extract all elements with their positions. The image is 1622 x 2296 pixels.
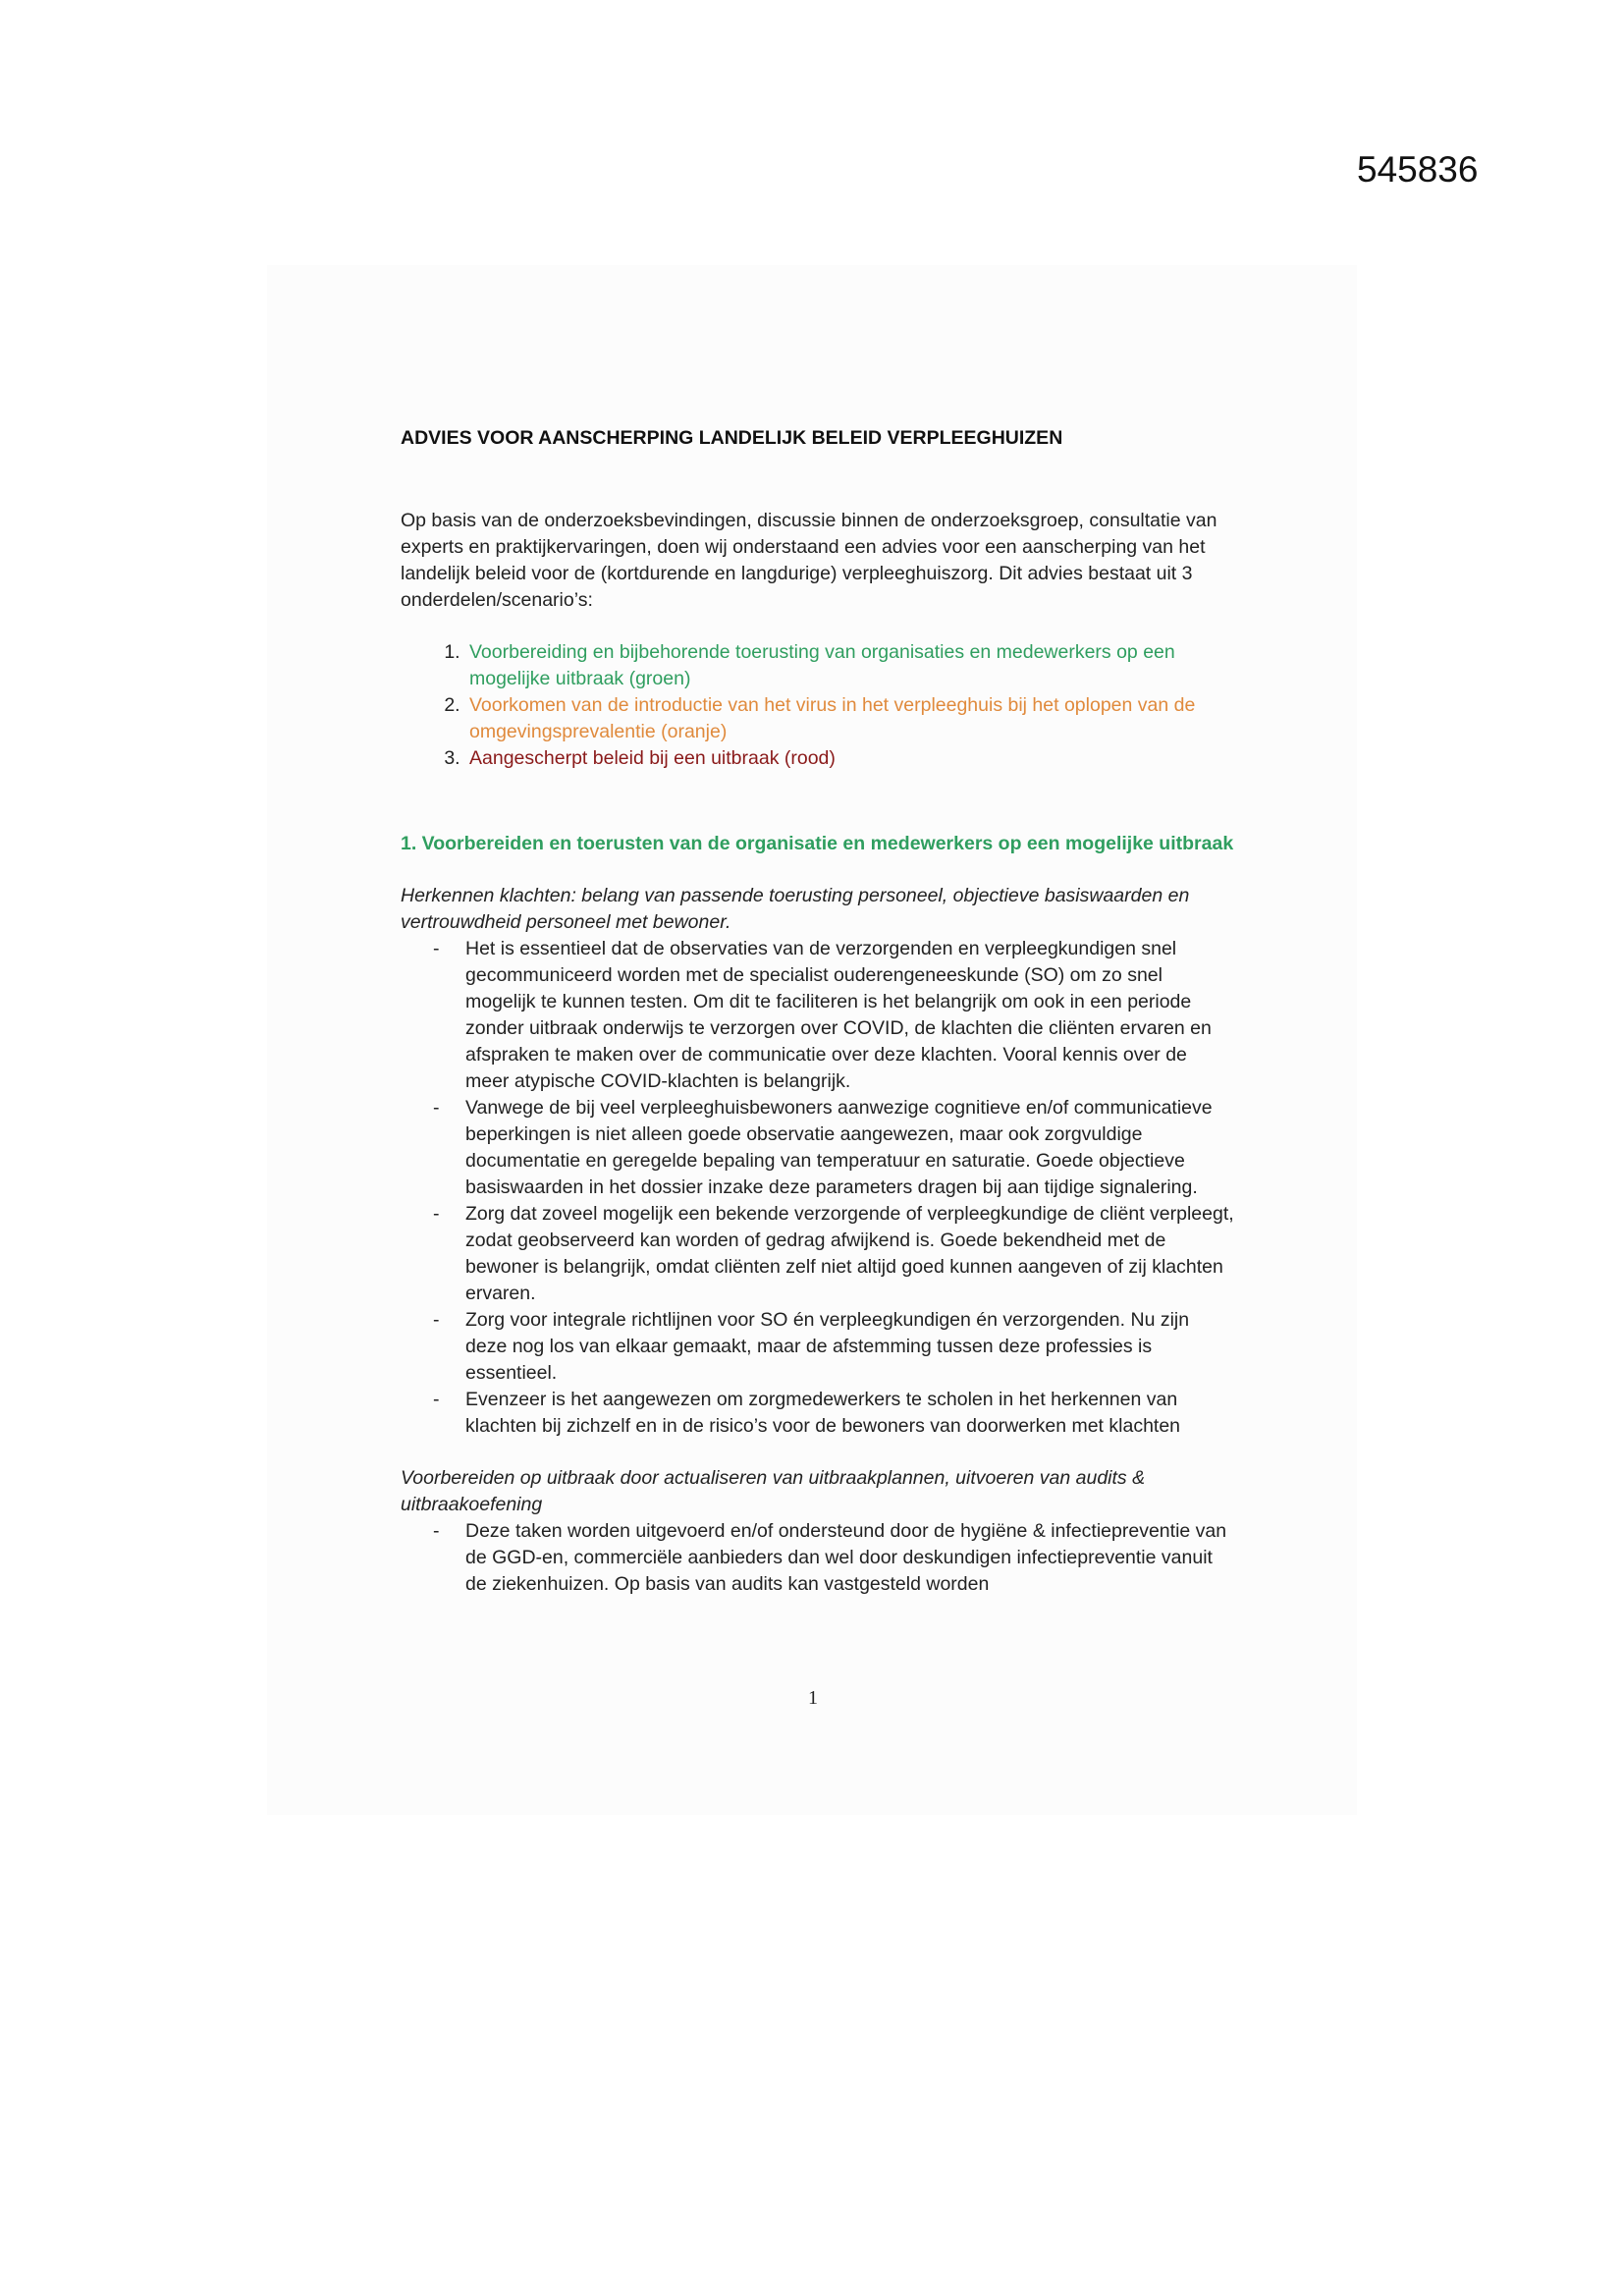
- list-item: - Evenzeer is het aangewezen om zorgmedewerkers te scholen in het herkennen van klachten bij zichzelf en in de risico’s voor de bewoners van doorwerken met klachten: [465, 1387, 1235, 1440]
- list-item: - Het is essentieel dat de observaties van de verzorgenden en verpleegkundigen snel gecommuniceerd worden met de specialist ouderengeneeskunde (SO) om zo snel mogelijk te kunnen testen. Om dit te faciliteren is het belangrijk om ook in een periode zonder uitbraak onderwijs te verzorgen over COVID, de klachten die cliënten ervaren en afspraken te maken over de communicatie over deze klachten. Vooral kennis over de meer atypische COVID-klachten is belangrijk.: [465, 936, 1235, 1095]
- document-id: 545836: [1357, 149, 1479, 190]
- list-item: - Zorg dat zoveel mogelijk een bekende verzorgende of verpleegkundige de cliënt verpleegt, zodat geobserveerd kan worden of gedrag afwijkend is. Goede bekendheid met de bewoner is belangrijk, omdat cliënten zelf niet altijd goed kunnen aangeven of zij klachten ervaren.: [465, 1201, 1235, 1307]
- section-1-heading: 1. Voorbereiden en toerusten van de organisatie en medewerkers op een mogelijke uitbraak: [401, 833, 1234, 854]
- scenario-item-orange: 2. Voorkomen van de introductie van het virus in het verpleeghuis bij het oplopen van de omgevingsprevalentie (oranje): [465, 692, 1235, 745]
- subheading-voorbereiden-uitbraak: Voorbereiden op uitbraak door actualiseren van uitbraakplannen, uitvoeren van audits & uitbraakoefening: [401, 1467, 1146, 1515]
- uitbraak-bullet-list: [401, 1518, 1235, 1598]
- scenario-list: [401, 639, 1235, 772]
- klachten-bullet-list: [401, 936, 1235, 1440]
- scenario-item-green: 1. Voorbereiding en bijbehorende toerusting van organisaties en medewerkers op een mogelijke uitbraak (groen): [465, 639, 1235, 692]
- page-number: 1: [808, 1687, 818, 1709]
- intro-paragraph: Op basis van de onderzoeksbevindingen, discussie binnen de onderzoeksgroep, consultatie van experts en praktijkervaringen, doen wij onderstaand een advies voor een aanscherping van het landelijk beleid voor de (kortdurende en langdurige) verpleeghuiszorg. Dit advies bestaat uit 3 onderdelen/scenario’s:: [401, 510, 1217, 611]
- subheading-herkennen-klachten: Herkennen klachten: belang van passende toerusting personeel, objectieve basiswaarden en vertrouwdheid personeel met bewoner.: [401, 885, 1190, 933]
- document-body: [401, 425, 1235, 1623]
- document-title: ADVIES VOOR AANSCHERPING LANDELIJK BELEID VERPLEEGHUIZEN: [401, 427, 1063, 449]
- list-item: - Zorg voor integrale richtlijnen voor SO én verpleegkundigen én verzorgenden. Nu zijn deze nog los van elkaar gemaakt, maar de afstemming tussen deze professies is essentieel.: [465, 1307, 1235, 1387]
- scenario-item-red: 3. Aangescherpt beleid bij een uitbraak (rood): [465, 745, 1235, 772]
- list-item: - Vanwege de bij veel verpleeghuisbewoners aanwezige cognitieve en/of communicatieve beperkingen is niet alleen goede observatie aangewezen, maar ook zorgvuldige documentatie en geregelde bepaling van temperatuur en saturatie. Goede objectieve basiswaarden in het dossier inzake deze parameters dragen bij aan tijdige signalering.: [465, 1095, 1235, 1201]
- list-item: - Deze taken worden uitgevoerd en/of ondersteund door de hygiëne & infectiepreventie van de GGD-en, commerciële aanbieders dan wel door deskundigen infectiepreventie vanuit de ziekenhuizen. Op basis van audits kan vastgesteld worden: [465, 1518, 1235, 1598]
